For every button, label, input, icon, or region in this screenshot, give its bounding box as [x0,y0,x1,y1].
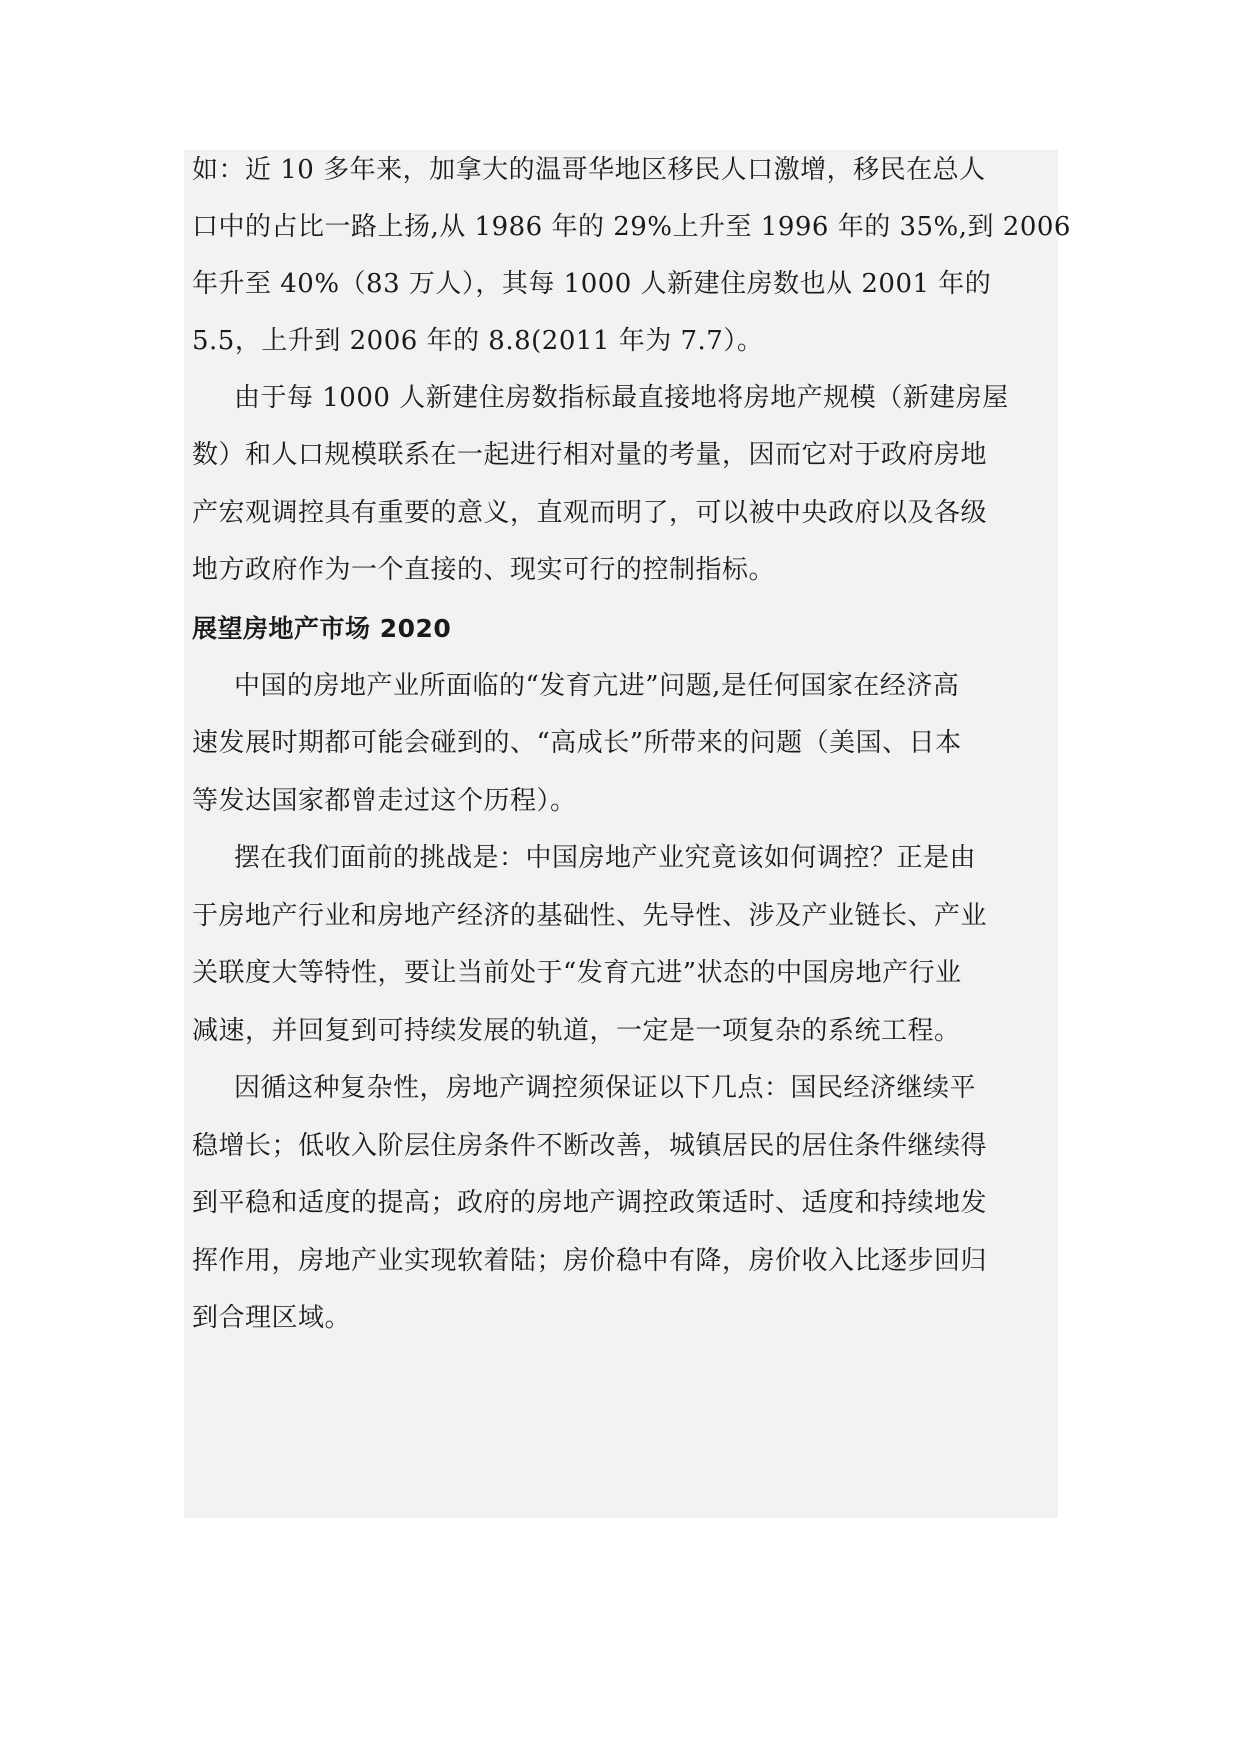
paragraph-line: 到平稳和适度的提高；政府的房地产调控政策适时、适度和持续地发 [192,1188,988,1218]
paragraph-line: 口中的占比一路上扬,从 1986 年的 29%上升至 1996 年的 35%,到 2006 [192,212,1071,242]
paragraph-line: 如：近 10 多年来，加拿大的温哥华地区移民人口激增，移民在总人 [192,155,986,185]
paragraph-line: 速发展时期都可能会碰到的、“高成长”所带来的问题（美国、日本 [192,728,962,758]
paragraph-line: 年升至 40%（83 万人），其每 1000 人新建住房数也从 2001 年的 [192,269,992,299]
paragraph-line: 由于每 1000 人新建住房数指标最直接地将房地产规模（新建房屋 [234,383,1009,413]
paragraph-line: 减速，并回复到可持续发展的轨道，一定是一项复杂的系统工程。 [192,1016,961,1046]
paragraph-line: 地方政府作为一个直接的、现实可行的控制指标。 [192,555,776,585]
text-block [184,150,1071,1518]
paragraph-line: 产宏观调控具有重要的意义，直观而明了，可以被中央政府以及各级 [192,498,988,528]
paragraph-line: 数）和人口规模联系在一起进行相对量的考量，因而它对于政府房地 [192,440,988,470]
paragraph-line: 中国的房地产业所面临的“发育亢进”问题,是任何国家在经济高 [234,671,960,701]
paragraph-line: 等发达国家都曾走过这个历程）。 [192,786,577,816]
section-heading: 展望房地产市场 2020 [192,614,452,643]
paragraph-line: 关联度大等特性，要让当前处于“发育亢进”状态的中国房地产行业 [192,958,962,988]
paragraph-line: 5.5，上升到 2006 年的 8.8(2011 年为 7.7）。 [192,326,764,356]
paragraph-line: 到合理区域。 [192,1303,352,1333]
paragraph-line: 挥作用，房地产业实现软着陆；房价稳中有降，房价收入比逐步回归 [192,1246,988,1276]
paragraph-line: 稳增长；低收入阶层住房条件不断改善，城镇居民的居住条件继续得 [192,1131,988,1161]
paragraph-line: 摆在我们面前的挑战是：中国房地产业究竟该如何调控？正是由 [234,843,977,873]
paragraph-line: 因循这种复杂性，房地产调控须保证以下几点：国民经济继续平 [234,1073,977,1103]
paragraph-line: 于房地产行业和房地产经济的基础性、先导性、涉及产业链长、产业 [192,901,988,931]
